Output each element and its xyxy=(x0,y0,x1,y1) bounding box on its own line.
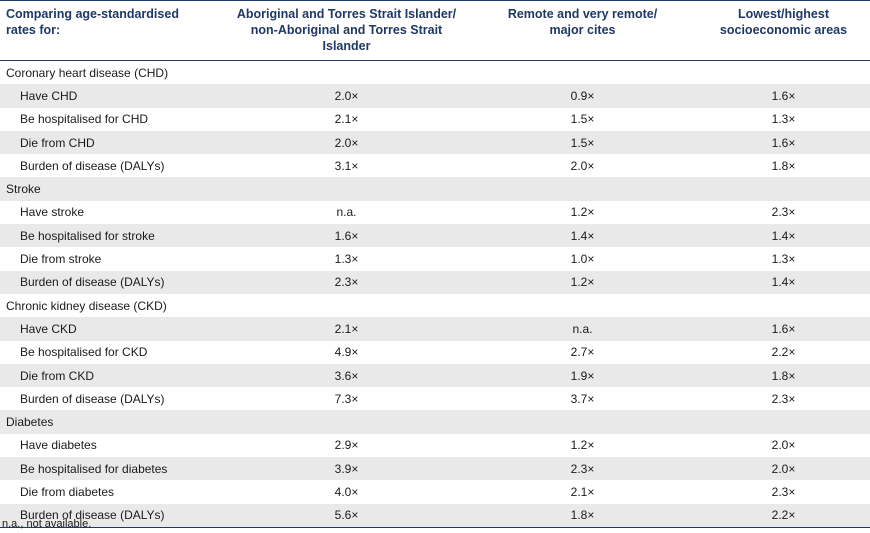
indigenous-ratio-cell: 2.3× xyxy=(225,271,468,294)
table-row xyxy=(0,131,870,154)
socioeconomic-ratio-cell: 1.6× xyxy=(697,84,870,107)
socioeconomic-ratio-cell: 1.8× xyxy=(697,364,870,387)
socioeconomic-ratio-cell: 2.0× xyxy=(771,438,796,453)
indigenous-ratio-cell: 1.6× xyxy=(225,224,468,247)
row-label: Die from CHD xyxy=(0,131,225,154)
section-label: Diabetes xyxy=(0,410,870,433)
indigenous-ratio-cell: 2.9× xyxy=(334,438,359,453)
table-row xyxy=(0,224,870,247)
indigenous-ratio-cell: 4.9× xyxy=(334,345,359,360)
section-label: Stroke xyxy=(0,177,870,200)
section-row xyxy=(0,294,870,317)
header-col2-line1: Remote and very remote/ xyxy=(507,7,658,21)
socioeconomic-ratio-cell: 2.3× xyxy=(771,484,796,499)
table-row xyxy=(0,504,870,528)
header-col3-line1: Lowest/highest xyxy=(738,7,829,21)
indigenous-ratio-cell: 4.0× xyxy=(334,484,359,499)
remote-ratio-cell: 1.5× xyxy=(468,131,697,154)
indigenous-ratio-cell: 5.6× xyxy=(225,504,468,528)
socioeconomic-ratio-cell: 1.3× xyxy=(771,252,796,267)
table-row xyxy=(0,247,870,270)
header-col1-line2: non-Aboriginal and Torres Strait Islander xyxy=(250,23,443,53)
header-col0-line2: rates for: xyxy=(6,23,61,37)
section-row xyxy=(0,410,870,433)
remote-ratio-cell: 1.0× xyxy=(570,252,595,267)
indigenous-ratio-cell: 2.1× xyxy=(334,112,359,127)
row-label: Have CHD xyxy=(0,84,225,107)
remote-ratio-cell: 2.0× xyxy=(570,158,595,173)
header-indigenous-ratio xyxy=(225,1,468,61)
indigenous-ratio-cell: 2.0× xyxy=(225,84,468,107)
indigenous-ratio-cell: 1.3× xyxy=(334,252,359,267)
table-row xyxy=(0,271,870,294)
indigenous-ratio-cell: 2.1× xyxy=(225,317,468,340)
remote-ratio-cell: 2.3× xyxy=(468,457,697,480)
header-col3-line2: socioeconomic areas xyxy=(719,23,848,37)
row-label: Have stroke xyxy=(20,205,85,220)
table-row xyxy=(0,84,870,107)
section-row xyxy=(0,177,870,200)
section-row xyxy=(0,61,870,85)
remote-ratio-cell: n.a. xyxy=(468,317,697,340)
table-row xyxy=(0,108,870,131)
indigenous-ratio-cell: 3.1× xyxy=(334,158,359,173)
remote-ratio-cell: 1.2× xyxy=(468,271,697,294)
socioeconomic-ratio-cell: 1.4× xyxy=(697,271,870,294)
header-remote-ratio xyxy=(468,1,697,61)
remote-ratio-cell: 1.5× xyxy=(570,112,595,127)
socioeconomic-ratio-cell: 2.2× xyxy=(697,504,870,528)
table-row xyxy=(0,341,870,364)
header-rates-for xyxy=(0,1,225,61)
row-label: Be hospitalised for stroke xyxy=(0,224,225,247)
remote-ratio-cell: 1.9× xyxy=(468,364,697,387)
footnote: n.a., not available. xyxy=(2,518,92,530)
table-row xyxy=(0,387,870,410)
row-label: Burden of disease (DALYs) xyxy=(20,391,165,406)
section-label: Coronary heart disease (CHD) xyxy=(6,65,169,80)
socioeconomic-ratio-cell: 2.0× xyxy=(697,457,870,480)
row-label: Burden of disease (DALYs) xyxy=(0,504,225,528)
table-row xyxy=(0,434,870,457)
row-label: Die from stroke xyxy=(20,252,102,267)
remote-ratio-cell: 1.4× xyxy=(468,224,697,247)
row-label: Be hospitalised for CHD xyxy=(20,112,149,127)
table-row xyxy=(0,317,870,340)
row-label: Burden of disease (DALYs) xyxy=(0,271,225,294)
remote-ratio-cell: 2.7× xyxy=(570,345,595,360)
socioeconomic-ratio-cell: 1.6× xyxy=(697,131,870,154)
row-label: Burden of disease (DALYs) xyxy=(20,158,165,173)
row-label: Be hospitalised for CKD xyxy=(20,345,148,360)
socioeconomic-ratio-cell: 2.3× xyxy=(771,391,796,406)
table-row xyxy=(0,480,870,503)
row-label: Have CKD xyxy=(0,317,225,340)
indigenous-ratio-cell: 7.3× xyxy=(334,391,359,406)
section-label: Chronic kidney disease (CKD) xyxy=(6,298,167,313)
table-row xyxy=(0,364,870,387)
row-label: Die from diabetes xyxy=(20,484,115,499)
remote-ratio-cell: 3.7× xyxy=(570,391,595,406)
remote-ratio-cell: 0.9× xyxy=(468,84,697,107)
row-label: Be hospitalised for diabetes xyxy=(0,457,225,480)
table-body xyxy=(0,61,870,528)
table-header xyxy=(0,1,870,61)
header-socioeconomic-ratio xyxy=(697,1,870,61)
header-col0-line1: Comparing age-standardised xyxy=(6,7,179,21)
socioeconomic-ratio-cell: 1.6× xyxy=(697,317,870,340)
table-row xyxy=(0,201,870,224)
header-col2-line2: major cites xyxy=(549,23,616,37)
indigenous-ratio-cell: 3.9× xyxy=(225,457,468,480)
indigenous-ratio-cell: 2.0× xyxy=(225,131,468,154)
remote-ratio-cell: 1.2× xyxy=(570,205,595,220)
indigenous-ratio-cell: 3.6× xyxy=(225,364,468,387)
socioeconomic-ratio-cell: 1.3× xyxy=(771,112,796,127)
socioeconomic-ratio-cell: 1.4× xyxy=(697,224,870,247)
remote-ratio-cell: 1.8× xyxy=(468,504,697,528)
row-label: Die from CKD xyxy=(0,364,225,387)
socioeconomic-ratio-cell: 2.3× xyxy=(771,205,796,220)
table-row xyxy=(0,457,870,480)
socioeconomic-ratio-cell: 2.2× xyxy=(771,345,796,360)
table-row xyxy=(0,154,870,177)
indigenous-ratio-cell: n.a. xyxy=(336,205,357,220)
header-col1-line1: Aboriginal and Torres Strait Islander/ xyxy=(236,7,457,21)
socioeconomic-ratio-cell: 1.8× xyxy=(771,158,796,173)
row-label: Have diabetes xyxy=(20,438,97,453)
remote-ratio-cell: 1.2× xyxy=(570,438,595,453)
remote-ratio-cell: 2.1× xyxy=(570,484,595,499)
